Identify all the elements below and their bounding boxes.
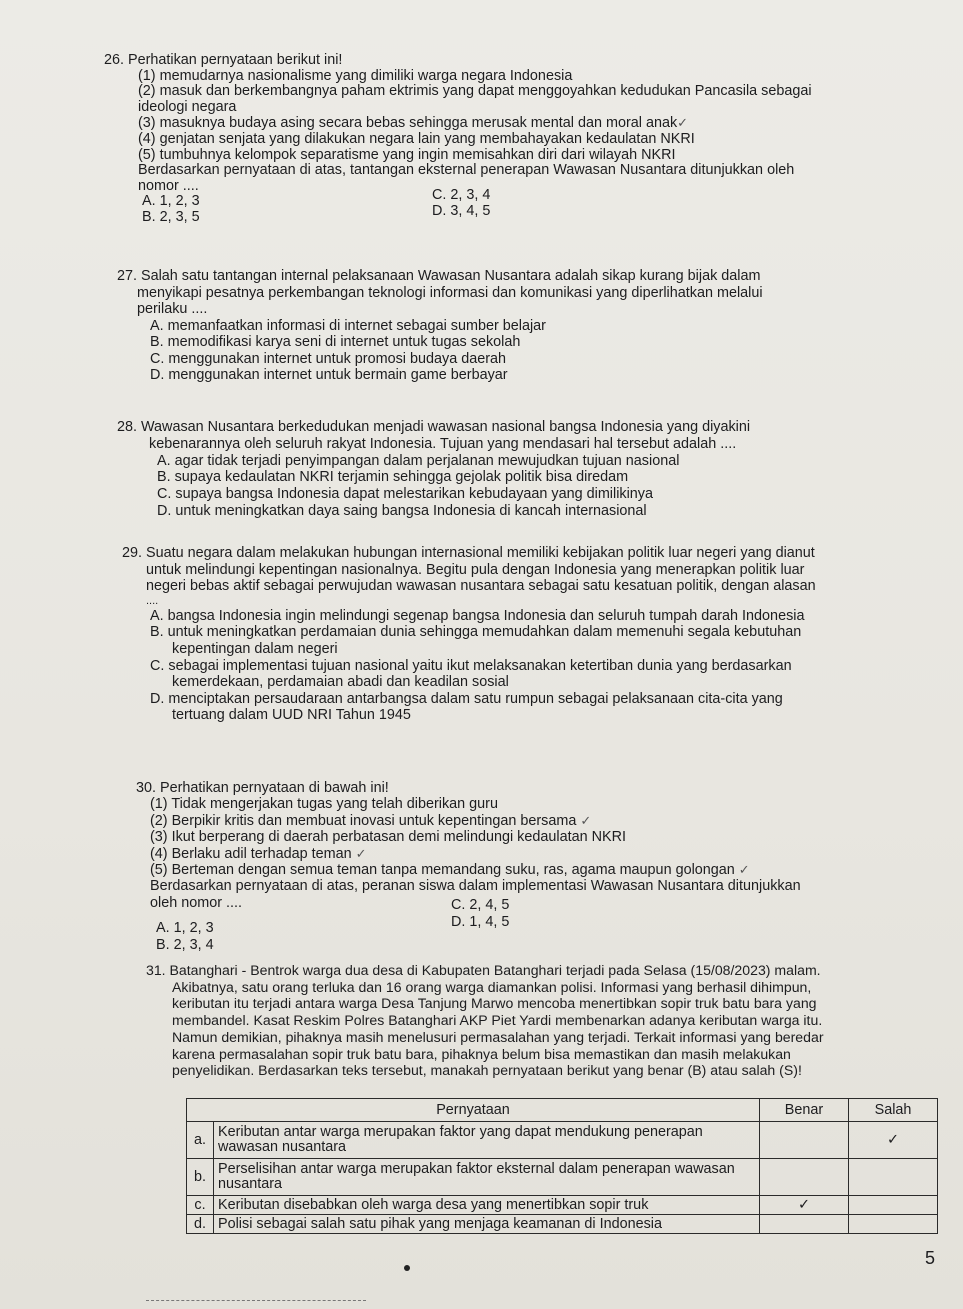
q30-option-b: B. 2, 3, 4 <box>156 936 214 953</box>
check-mark-icon: ✓ <box>677 115 689 131</box>
q29-option-b: B. untuk meningkatkan perdamaian dunia sehingga memudahkan dalam memenuhi segala kebutuhan <box>150 624 802 641</box>
q27-option-b: B. memodifikasi karya seni di internet untuk tugas sekolah <box>150 334 521 350</box>
check-mark-icon: ✓ <box>355 845 367 861</box>
q31-stem-line-6: karena permasalahan sopir truk batu bara, pihaknya belum bisa memastikan dan masih melakukan <box>172 1045 791 1062</box>
q30-question-line-1: Berdasarkan pernyataan di atas, peranan siswa dalam implementasi Wawasan Nusantara ditunjukkan <box>150 878 801 895</box>
header-false: Salah <box>849 1099 938 1122</box>
q27-option-a: A. memanfaatkan informasi di internet sebagai sumber belajar <box>150 317 546 334</box>
q26-option-a: A. 1, 2, 3 <box>142 193 200 210</box>
q28-option-a: A. agar tidak terjadi penyimpangan dalam perjalanan mewujudkan tujuan nasional <box>157 452 680 469</box>
q31-stem-line-4: membandel. Kasat Reskim Polres Batanghari AKP Piet Yardi membenarkan adanya keributan warga itu. <box>172 1012 823 1029</box>
q27-stem-line-1: 27. Salah satu tantangan internal pelaksanaan Wawasan Nusantara adalah sikap kurang bijak dalam <box>117 268 761 284</box>
q29-option-d-cont: tertuang dalam UUD NRI Tahun 1945 <box>172 707 411 724</box>
q30-item-4: (4) Berlaku adil terhadap teman ✓ <box>150 845 367 862</box>
q30-item-5: (5) Berteman dengan semua teman tanpa memandang suku, ras, agama maupun golongan ✓ <box>150 862 750 879</box>
q29-stem-line-4: .... <box>146 594 159 607</box>
q26-item-2-cont: ideologi negara <box>138 98 237 115</box>
q26-item-1: (1) memudarnya nasionalisme yang dimiliki warga negara Indonesia <box>138 67 573 84</box>
q28-option-b: B. supaya kedaulatan NKRI terjamin sehingga gejolak politik bisa diredam <box>157 469 629 486</box>
table-header-row <box>187 1099 938 1122</box>
row-true-cell[interactable] <box>760 1215 849 1234</box>
check-mark-icon: ✓ <box>580 812 592 828</box>
q26-question-line-1: Berdasarkan pernyataan di atas, tantangan eksternal penerapan Wawasan Nusantara ditunjukkan oleh <box>138 162 795 179</box>
q29-option-b-cont: kepentingan dalam negeri <box>172 640 338 657</box>
true-false-table <box>186 1098 938 1234</box>
row-statement: Perselisihan antar warga merupakan faktor eksternal dalam penerapan wawasan nusantara <box>214 1159 760 1196</box>
q30-item-2: (2) Berpikir kritis dan membuat inovasi untuk kepentingan bersama ✓ <box>150 812 592 829</box>
q30-item-1: (1) Tidak mengerjakan tugas yang telah diberikan guru <box>150 796 498 813</box>
q30-option-a: A. 1, 2, 3 <box>156 920 214 937</box>
question-26 <box>104 53 812 226</box>
q26-item-3: (3) masuknya budaya asing secara bebas sehingga merusak mental dan moral anak✓ <box>138 115 689 132</box>
q27-option-d: D. menggunakan internet untuk bermain game berbayar <box>150 367 508 383</box>
q26-option-d: D. 3, 4, 5 <box>432 202 491 219</box>
q29-option-a: A. bangsa Indonesia ingin melindungi segenap bangsa Indonesia dan seluruh tumpah darah Indonesia <box>150 607 805 624</box>
q28-stem-line-2: kebenarannya oleh seluruh rakyat Indonesia. Tujuan yang mendasari hal tersebut adalah .... <box>149 435 737 452</box>
q29-stem-line-3: negeri bebas aktif sebagai perwujudan wawasan nusantara sebagai satu kesatuan politik, dengan alasan <box>146 578 816 595</box>
q27-stem-line-2: menyikapi pesatnya perkembangan teknologi informasi dan komunikasi yang diperlihatkan melalui <box>137 284 763 301</box>
q26-item-2: (2) masuk dan berkembangnya paham ektrimis yang dapat menggoyahkan kedudukan Pancasila sebagai <box>138 83 812 100</box>
row-false-cell[interactable] <box>849 1215 938 1234</box>
q31-stem-line-1: 31. Batanghari - Bentrok warga dua desa di Kabupaten Batanghari terjadi pada Selasa (15/08/2023) malam. <box>146 962 821 978</box>
q31-stem-line-2: Akibatnya, satu orang terluka dan 16 orang warga diamankan polisi. Informasi yang berhasil dihimpun, <box>172 978 812 995</box>
table-row <box>187 1196 938 1215</box>
table-row <box>187 1122 938 1159</box>
row-letter: c. <box>187 1196 214 1215</box>
q28-stem-line-1: 28. Wawasan Nusantara berkedudukan menjadi wawasan nasional bangsa Indonesia yang diyakini <box>117 419 751 435</box>
q30-item-3: (3) Ikut berperang di daerah perbatasan demi melindungi kedaulatan NKRI <box>150 829 626 846</box>
page-number: 5 <box>925 1248 936 1268</box>
q30-stem: 30. Perhatikan pernyataan di bawah ini! <box>136 780 389 796</box>
table-row <box>187 1215 938 1234</box>
row-statement: Polisi sebagai salah satu pihak yang menjaga keamanan di Indonesia <box>214 1215 760 1234</box>
row-false-cell[interactable] <box>849 1159 938 1196</box>
row-false-cell[interactable]: ✓ <box>849 1122 938 1159</box>
q31-stem-line-3: keributan itu terjadi antara warga Desa Tanjung Marwo mencoba menertibkan sopir truk batu bara yang <box>172 995 817 1012</box>
q30-question-line-2: oleh nomor .... <box>150 894 242 911</box>
q27-stem-line-3: perilaku .... <box>137 301 208 317</box>
q30-option-c: C. 2, 4, 5 <box>451 897 510 914</box>
q28-option-c: C. supaya bangsa Indonesia dapat melestarikan kebudayaan yang dimilikinya <box>157 486 653 503</box>
divider <box>146 1300 366 1301</box>
table-row <box>187 1159 938 1196</box>
row-false-cell[interactable] <box>849 1196 938 1215</box>
row-true-cell[interactable] <box>760 1159 849 1196</box>
row-true-cell[interactable] <box>760 1122 849 1159</box>
row-true-cell[interactable]: ✓ <box>760 1196 849 1215</box>
question-28 <box>117 419 750 520</box>
q29-option-c: C. sebagai implementasi tujuan nasional yaitu ikut melaksanakan ketertiban dunia yang berdasarkan <box>150 657 792 674</box>
header-true: Benar <box>760 1099 849 1122</box>
question-30 <box>136 780 801 953</box>
header-statement: Pernyataan <box>187 1099 760 1122</box>
row-letter: d. <box>187 1215 214 1234</box>
q29-stem-line-1: 29. Suatu negara dalam melakukan hubungan internasional memiliki kebijakan politik luar negeri yang dianut <box>122 545 815 561</box>
question-29 <box>122 545 816 724</box>
ink-dot <box>404 1265 410 1271</box>
row-statement: Keributan antar warga merupakan faktor yang dapat mendukung penerapan wawasan nusantara <box>214 1122 760 1159</box>
question-31 <box>146 962 824 1079</box>
q29-option-c-cont: kemerdekaan, perdamaian abadi dan keadilan sosial <box>172 674 509 691</box>
q31-stem-line-5: Namun demikian, pihaknya masih menelusuri permasalahan yang terjadi. Terkait informasi yang beredar <box>172 1028 824 1045</box>
row-letter: b. <box>187 1159 214 1196</box>
q26-item-5: (5) tumbuhnya kelompok separatisme yang ingin memisahkan diri dari wilayah NKRI <box>138 146 676 163</box>
q26-item-4: (4) genjatan senjata yang dilakukan negara lain yang membahayakan kedaulatan NKRI <box>138 130 695 147</box>
question-27 <box>117 268 763 384</box>
q27-option-c: C. menggunakan internet untuk promosi budaya daerah <box>150 350 506 367</box>
row-letter: a. <box>187 1122 214 1159</box>
check-mark-icon: ✓ <box>738 862 750 878</box>
q26-option-c: C. 2, 3, 4 <box>432 187 491 204</box>
q26-question-line-2: nomor .... <box>138 177 199 194</box>
q26-stem: 26. Perhatikan pernyataan berikut ini! <box>104 52 343 68</box>
q29-stem-line-2: untuk melindungi kepentingan nasionalnya. Begitu pula dengan Indonesia yang menerapkan politik luar <box>146 561 805 578</box>
q28-option-d: D. untuk meningkatkan daya saing bangsa Indonesia di kancah internasional <box>157 502 647 519</box>
q26-option-b: B. 2, 3, 5 <box>142 208 200 225</box>
q31-stem-line-7: penyelidikan. Berdasarkan teks tersebut, manakah pernyataan berikut yang benar (B) atau salah (S)! <box>172 1062 802 1079</box>
q30-option-d: D. 1, 4, 5 <box>451 913 510 930</box>
row-statement: Keributan disebabkan oleh warga desa yang menertibkan sopir truk <box>214 1196 760 1215</box>
q29-option-d: D. menciptakan persaudaraan antarbangsa dalam satu rumpun sebagai pelaksanaan cita-cita yang <box>150 690 783 707</box>
